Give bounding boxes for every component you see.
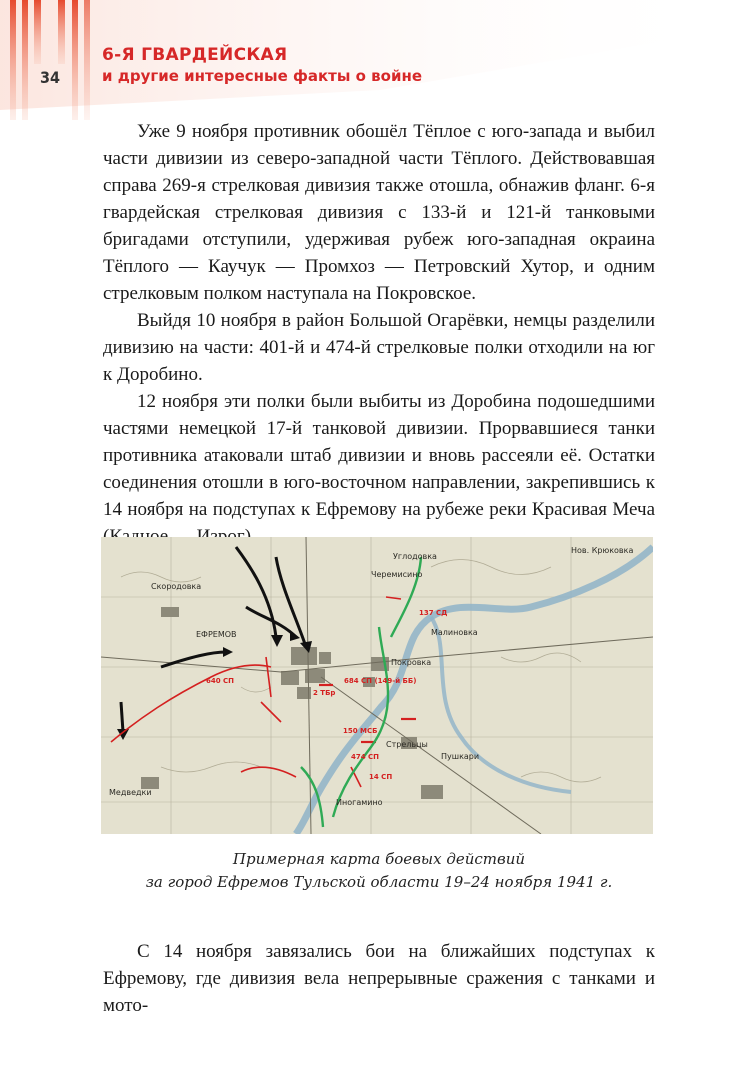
map-label-cheremicino: Черемисино <box>371 570 423 579</box>
map-unit-150msb: 150 МСБ <box>343 727 378 735</box>
body-text-bottom <box>103 938 655 1019</box>
map-label-efremov: ЕФРЕМОВ <box>196 630 237 639</box>
paragraph: Уже 9 ноября противник обошёл Тёплое с юго-запада и выбил части дивизии из северо-западной части Тёплого. Действовавшая справа 269-я стрелковая дивизия также отошла, обнажив фланг. 6-я гвардейская стрелковая дивизия с 133-й и 121-й танковыми бригадами отступили, удерживая рубеж юго-западная окраина Тёплого — Каучук — Промхоз — Петровский Хутор, и одним стрелковым полком наступала на Покровское. <box>103 121 655 304</box>
map-label-pushkari: Пушкари <box>441 752 480 761</box>
header-title-line1: 6-Я ГВАРДЕЙСКАЯ <box>102 45 288 65</box>
map-unit-14sp: 14 СП <box>369 773 393 781</box>
body-text-top <box>103 118 655 550</box>
map-label-medvedka: Медведки <box>109 788 152 797</box>
map-unit-2tbr: 2 ТБр <box>313 689 336 697</box>
map-label-uzgody: Углодовка <box>393 552 437 561</box>
caption-line1: Примерная карта боевых действий <box>232 850 526 868</box>
map-unit-137sd: 137 СД <box>419 609 448 617</box>
map-unit-684sp: 684 СП (149-й ББ) <box>344 677 417 685</box>
running-header <box>102 44 422 86</box>
paragraph: Выйдя 10 ноября в район Большой Огарёвки, немцы разделили дивизию на части: 401-й и 474-й стрелковые полки отходили на юг к Доробино. <box>103 310 655 385</box>
map-label-skorodovka: Скородовка <box>151 582 202 591</box>
map-label-malinovka: Малиновка <box>431 628 478 637</box>
paragraph: С 14 ноября завязались бои на ближайших подступах к Ефремову, где дивизия вела непрерывные сражения с танками и мото- <box>103 941 655 1016</box>
map-caption <box>103 848 655 894</box>
caption-line2: за город Ефремов Тульской области 19–24 ноября 1941 г. <box>145 873 613 891</box>
map-unit-640sp: 640 СП <box>206 677 235 685</box>
map-label-pokrovka: Покровка <box>391 658 432 667</box>
map-label-inogamino: Иногамино <box>336 798 383 807</box>
map-label-new-kryukovo: Нов. Крюковка <box>571 546 634 555</box>
page-number: 34 <box>40 68 61 87</box>
paragraph: 12 ноября эти полки были выбиты из Доробина подошедшими частями немецкой 17-й танковой дивизии. Прорвавшиеся танки противника атаковали штаб дивизии и вновь рассеяли её. Остатки соединения отошли в юго-восточном направлении, закрепившись к 14 ноября на подступах к Ефремову на рубеже реки Красивая Меча <box>103 391 655 520</box>
header-title-line2: и другие интересные факты о войне <box>102 67 423 85</box>
battle-map-image <box>101 537 653 834</box>
map-label-streltsy: Стрельцы <box>386 740 428 749</box>
map-unit-474sp: 474 СП <box>351 753 380 761</box>
